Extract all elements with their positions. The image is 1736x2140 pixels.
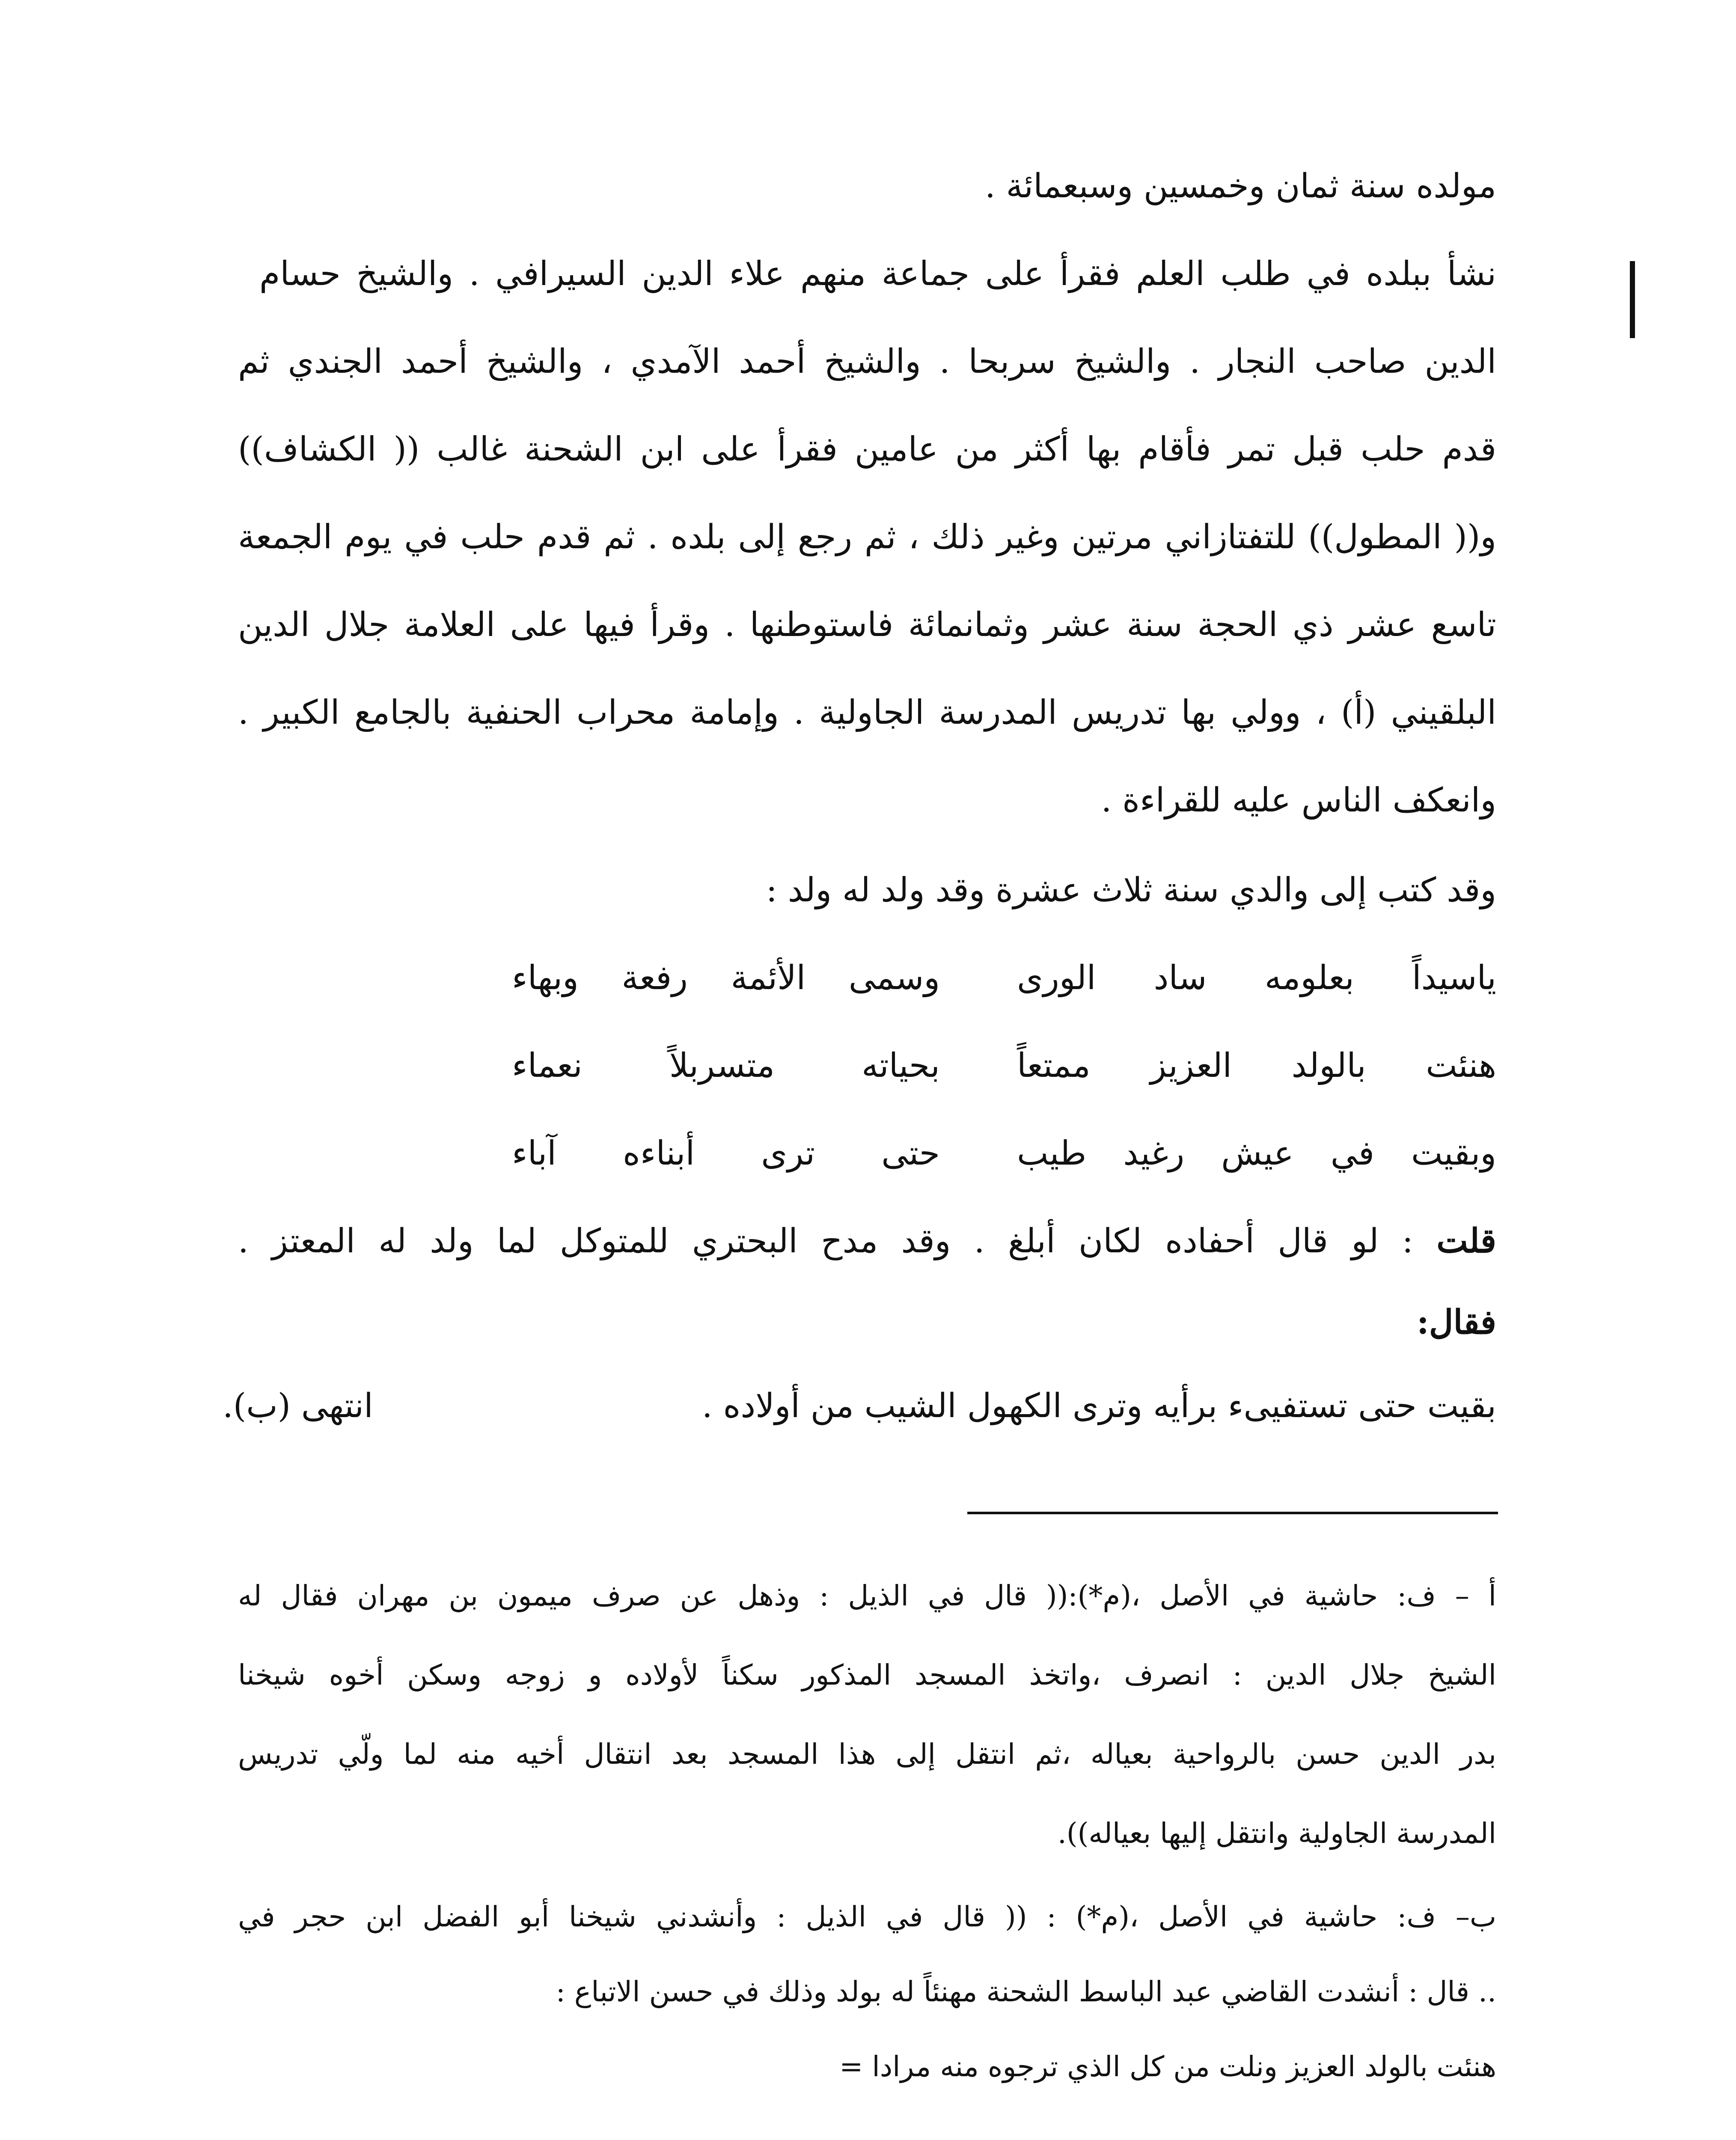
body-line-2: نشأ ببلده في طلب العلم فقرأ على جماعة منهم علاء الدين السيرافي . والشيخ حسام [259,255,1496,293]
footnote-line-5: ب– ف: حاشية في الأصل ،(م*) : (( قال في الذيل : وأنشدني شيخنا أبو الفضل ابن حجر في [238,1900,1496,1933]
verse-2 [512,1040,1496,1091]
footnote-divider [967,1512,1498,1514]
faqal-label: فقال: [1417,1303,1496,1342]
poem-intro: وقد كتب إلى والدي سنة ثلاث عشرة وقد ولد له ولد : [766,871,1496,910]
body-line-4: قدم حلب قبل تمر فأقام بها أكثر من عامين فقرأ على ابن الشحنة غالب (( الكشاف)) [238,430,1496,469]
body-line-1: مولده سنة ثمان وخمسين وسبعمائة . [984,167,1496,205]
footnote-line-4: المدرسة الجاولية وانتقل إليها بعياله)). [1057,1817,1496,1850]
qult-line [238,1216,1496,1267]
body-line-5: و(( المطول)) للتفتازاني مرتين وغير ذلك ، ثم رجع إلى بلده . ثم قدم حلب في يوم الجمعة [238,518,1496,556]
intaha-note: انتهى (ب). [223,1387,373,1425]
verse-1-first-hemistich: ياسيداً بعلومه ساد الورى [1017,959,1496,997]
body-line-3: الدين صاحب النجار . والشيخ سربحا . والشيخ أحمد الآمدي ، والشيخ أحمد الجندي ثم [238,342,1496,381]
verse-3-first-hemistich: وبقيت في عيش رغيد طيب [1017,1134,1496,1173]
footnote-line-7: هنئت بالولد العزيز ونلت من كل الذي ترجوه منه مرادا = [839,2050,1496,2083]
margin-mark [1630,261,1635,338]
footnote-line-1: أ – ف: حاشية في الأصل ،(م*):(( قال في الذيل : وذهل عن صرف ميمون بن مهران فقال له [238,1579,1496,1612]
qult-label: قلت [1436,1222,1496,1260]
body-line-8: وانعكف الناس عليه للقراءة . [1101,781,1496,820]
verse-1 [512,952,1496,1004]
footnote-line-3: بدر الدين حسن بالرواحية بعياله ،ثم انتقل إلى هذا المسجد بعد انتقال أخيه منه لما ولّي تدريس [238,1738,1496,1771]
final-verse: بقيت حتى تستفيىء برأيه وترى الكهول الشيب من أولاده . [702,1387,1496,1425]
verse-3-second-hemistich: حتى ترى أبناءه آباء [512,1134,940,1173]
footnote-line-2: الشيخ جلال الدين : انصرف ،واتخذ المسجد المذكور سكناً لأولاده و زوجه وسكن أخوه شيخنا [238,1658,1496,1691]
verse-3 [512,1128,1496,1179]
verse-2-second-hemistich: بحياته متسربلاً نعماء [512,1046,940,1085]
verse-2-first-hemistich: هنئت بالولد العزيز ممتعاً [1017,1046,1496,1085]
body-line-6: تاسع عشر ذي الحجة سنة عشر وثمانمائة فاستوطنها . وقرأ فيها على العلامة جلال الدين [238,606,1496,644]
footnote-line-6: .. قال : أنشدت القاضي عبد الباسط الشحنة مهنئاً له بولد وذلك في حسن الاتباع : [556,1975,1496,2008]
verse-1-second-hemistich: وسمى الأئمة رفعة وبهاء [512,959,940,997]
body-line-7: البلقيني (أ) ، وولي بها تدريس المدرسة الجاولية . وإمامة محراب الحنفية بالجامع الكبير . [238,693,1496,732]
qult-text: : لو قال أحفاده لكان أبلغ . وقد مدح البحتري للمتوكل لما ولد له المعتز . [238,1222,1437,1260]
